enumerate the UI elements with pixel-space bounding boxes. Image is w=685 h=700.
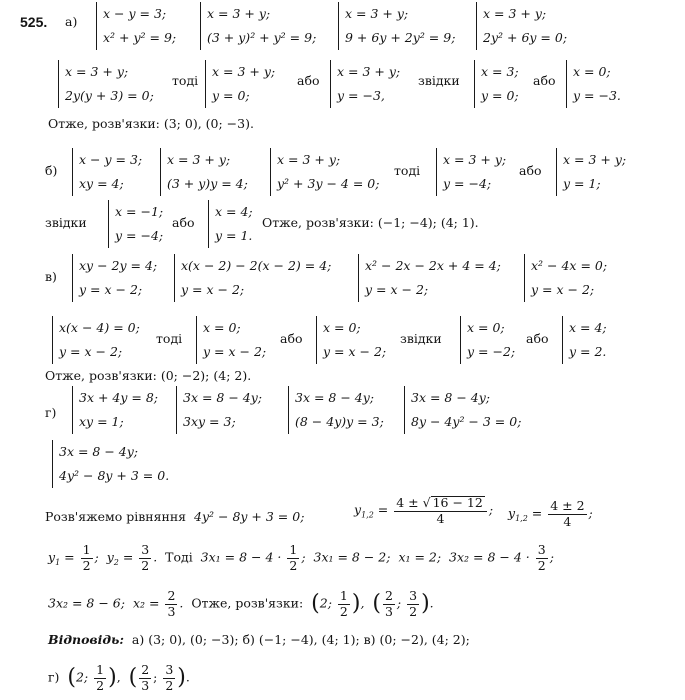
problem-number: 525. (20, 14, 48, 30)
y2-fraction: $\frac{3}{2}$ (141, 542, 150, 573)
part-b-system-7: x = 4; y = 1. (208, 200, 253, 248)
part-a-system-3: x = 3 + y; 9 + 6y + 2y² = 9; (338, 2, 455, 50)
part-a-abo-2: або (533, 73, 556, 88)
part-g-x2-line: 3x₂ = 8 − 6; x₂ = $\frac{2}{3}$ . Отже, розв'язки: (2; $\frac{1}{2}$ ), ( $\frac{2}{3}$ ; $\frac{3}{2}$ ). (48, 588, 434, 619)
part-a-system-6: x = 3 + y; y = 0; (205, 60, 275, 108)
part-b-system-2: x = 3 + y; (3 + y)y = 4; (160, 148, 248, 196)
part-b-system-5: x = 3 + y; y = 1; (556, 148, 626, 196)
part-b-tody: тоді (394, 163, 421, 178)
y1-fraction: $\frac{1}{2}$ (82, 542, 91, 573)
part-b-system-6: x = −1; y = −4; (108, 200, 163, 248)
part-a-system-4: x = 3 + y; 2y² + 6y = 0; (476, 2, 567, 50)
part-v-system-1: xy − 2y = 4; y = x − 2; (72, 254, 157, 302)
part-b-answer: Отже, розв'язки: (−1; −4); (4; 1). (262, 215, 479, 230)
part-v-tody: тоді (156, 331, 183, 346)
part-b-abo-1: або (519, 163, 542, 178)
part-a-answer: Отже, розв'язки: (3; 0), (0; −3). (48, 116, 254, 131)
part-a-system-7: x = 3 + y; y = −3, (330, 60, 400, 108)
final-answer: Відповідь: а) (3; 0), (0; −3); б) (−1; −4), (4; 1); в) (0; −2), (4; 2); (48, 632, 470, 647)
part-v-system-2: x(x − 2) − 2(x − 2) = 4; y = x − 2; (174, 254, 331, 302)
x2-fraction: $\frac{2}{3}$ (167, 588, 176, 619)
part-a-system-2: x = 3 + y; (3 + y)² + y² = 9; (200, 2, 316, 50)
part-g-roots-formula: $y_{1,2}$ = $\frac{4 \pm 2}{4}$ ; (508, 498, 593, 529)
part-g-discriminant: $y_{1,2}$ = $\frac{4 \pm √ 16 - 12}{4}$ ; (354, 495, 494, 526)
part-v-abo-2: або (526, 331, 549, 346)
part-b-system-4: x = 3 + y; y = −4; (436, 148, 506, 196)
part-b-system-3: x = 3 + y; y² + 3y − 4 = 0; (270, 148, 379, 196)
part-b-abo-2: або (172, 215, 195, 230)
part-v-system-4: x² − 4x = 0; y = x − 2; (524, 254, 607, 302)
part-g-system-5: 3x = 8 − 4y; 4y² − 8y + 3 = 0. (52, 440, 169, 488)
part-a-abo-1: або (297, 73, 320, 88)
part-a-system-8: x = 3; y = 0; (474, 60, 519, 108)
part-g-system-4: 3x = 8 − 4y; 8y − 4y² − 3 = 0; (404, 386, 521, 434)
part-v-system-5: x(x − 4) = 0; y = x − 2; (52, 316, 140, 364)
part-v-label: в) (45, 269, 57, 284)
part-v-system-3: x² − 2x − 2x + 4 = 4; y = x − 2; (358, 254, 501, 302)
part-a-zvidky: звідки (418, 73, 460, 88)
part-g-label: г) (45, 405, 57, 420)
part-g-roots-line: $y_1$ = $\frac{1}{2}$ ; $y_2$ = $\frac{3}{2}$ . Тоді 3x₁ = 8 − 4 · $\frac{1}{2}$ ; 3x₁ = 8 − 2; x₁ = 2; 3x₂ = 8 − 4 · $\frac{3}{2}$ ; (48, 542, 554, 573)
part-g-system-2: 3x = 8 − 4y; 3xy = 3; (176, 386, 262, 434)
part-v-system-6: x = 0; y = x − 2; (196, 316, 266, 364)
part-b-zvidky: звідки (45, 215, 87, 230)
part-g-solve-line: Розв'яжемо рівняння 4y² − 8y + 3 = 0; (45, 509, 305, 524)
part-v-answer: Отже, розв'язки: (0; −2); (4; 2). (45, 368, 252, 383)
part-v-zvidky: звідки (400, 331, 442, 346)
part-a-system-9: x = 0; y = −3. (566, 60, 621, 108)
part-b-system-1: x − y = 3; xy = 4; (72, 148, 142, 196)
part-g-system-1: 3x + 4y = 8; xy = 1; (72, 386, 158, 434)
discriminant-fraction: $\frac{4 \pm √ 16 - 12}{4}$ (394, 496, 487, 525)
part-a-label: а) (65, 14, 78, 29)
part-v-system-8: x = 0; y = −2; (460, 316, 515, 364)
part-g-system-3: 3x = 8 − 4y; (8 − 4y)y = 3; (288, 386, 384, 434)
part-v-system-9: x = 4; y = 2. (562, 316, 607, 364)
part-v-system-7: x = 0; y = x − 2; (316, 316, 386, 364)
part-a-tody: тоді (172, 73, 199, 88)
part-a-system-5: x = 3 + y; 2y(y + 3) = 0; (58, 60, 154, 108)
part-v-abo-1: або (280, 331, 303, 346)
part-b-label: б) (45, 163, 58, 178)
final-answer-g: г) (2; $\frac{1}{2}$ ), ( $\frac{2}{3}$ ; $\frac{3}{2}$ ). (48, 662, 190, 693)
part-a-system-1: x − y = 3; x² + y² = 9; (96, 2, 176, 50)
